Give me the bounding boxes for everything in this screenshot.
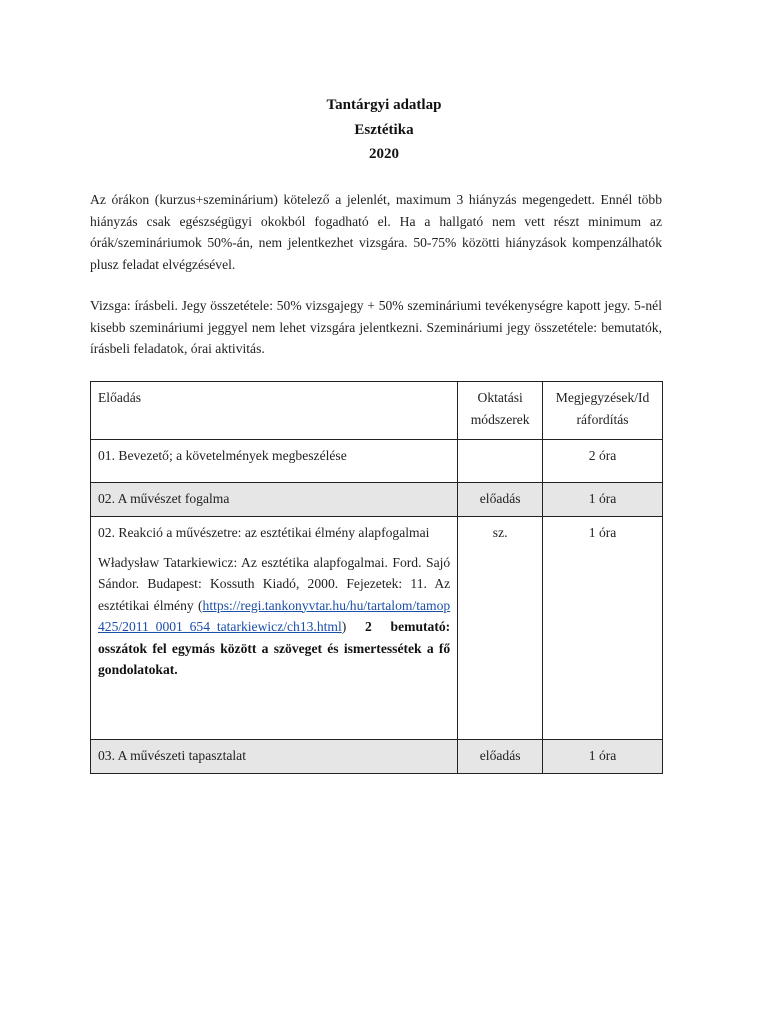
row-topic: 02. Reakció a művészetre: az esztétikai élmény alapfogalmai bbox=[98, 525, 430, 540]
row-topic-cell bbox=[91, 517, 458, 740]
row-hours: 1 óra bbox=[543, 483, 663, 517]
reading-reference bbox=[98, 552, 450, 681]
row-topic: 02. A művészet fogalma bbox=[91, 483, 458, 517]
header-notes: Megjegyzések/Id ráfordítás bbox=[543, 382, 663, 440]
table-header-row bbox=[91, 382, 663, 440]
subject-title: Esztétika bbox=[354, 121, 414, 138]
header-lecture: Előadás bbox=[91, 382, 458, 440]
presentation-note: 2 bemutató: osszátok fel egymás között a szöveget és ismertessétek a fő gondolatokat. bbox=[98, 619, 451, 677]
table-row bbox=[91, 440, 663, 483]
row-method: előadás bbox=[458, 483, 543, 517]
reference-link[interactable]: https://regi.tankonyvtar.hu/hu/tartalom/tamop425/2011_0001_654_tatarkiewicz/ch13.html bbox=[98, 597, 451, 634]
header-methods: Oktatási módszerek bbox=[458, 382, 543, 440]
row-hours: 1 óra bbox=[543, 517, 663, 740]
exam-paragraph: Vizsga: írásbeli. Jegy összetétele: 50% vizsgajegy + 50% szemináriumi tevékenységre kapott jegy. 5-nél kisebb szemináriumi jeggyel nem lehet vizsgára jelentkezni. Szemináriumi jegy összetétele: bemutatók, írásbeli feladatok, órai aktivitás. bbox=[90, 298, 662, 356]
reference-close: ) bbox=[341, 619, 347, 634]
table-row bbox=[91, 483, 663, 517]
row-method: sz. bbox=[458, 517, 543, 740]
year-title: 2020 bbox=[369, 146, 399, 162]
document-title: Tantárgyi adatlap bbox=[326, 97, 442, 113]
row-method bbox=[458, 440, 543, 483]
table-row bbox=[91, 740, 663, 774]
row-topic: 03. A művészeti tapasztalat bbox=[91, 740, 458, 774]
row-method: előadás bbox=[458, 740, 543, 774]
row-topic: 01. Bevezető; a követelmények megbeszélése bbox=[91, 440, 458, 483]
title-block bbox=[0, 93, 768, 167]
table-row bbox=[91, 517, 663, 740]
row-hours: 1 óra bbox=[543, 740, 663, 774]
course-schedule-table bbox=[90, 381, 663, 774]
row-hours: 2 óra bbox=[543, 440, 663, 483]
attendance-paragraph: Az órákon (kurzus+szeminárium) kötelező a jelenlét, maximum 3 hiányzás megengedett. Ennél több hiányzás csak egészségügyi okokból fogadható el. Ha a hallgató nem vett részt minimum az órák/szemináriumok 50%-án, nem jelentkezhet vizsgára. 50-75% közötti hiányzások kompenzálhatók plusz feladat elvégzésével. bbox=[90, 192, 662, 272]
reference-text: Władysław Tatarkiewicz: Az esztétika alapfogalmai. Ford. Sajó Sándor. Budapest: Kossuth Kiadó, 2000. Fejezetek: 11. Az esztétikai élmény ( bbox=[98, 554, 451, 613]
